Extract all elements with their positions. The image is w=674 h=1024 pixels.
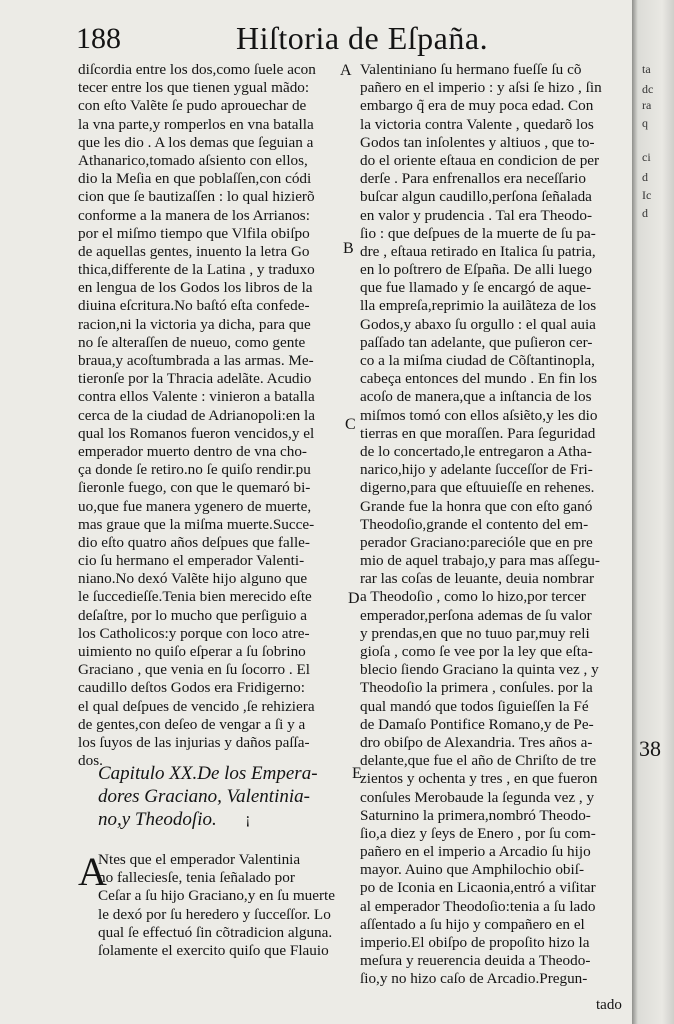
facing-fragment: Ic: [642, 188, 652, 202]
text-line: mayor. Auino que Amphilochio obiſ-: [360, 861, 584, 879]
facing-fragment: q: [642, 116, 648, 130]
text-line: miſmos tomó con ellos aſsiẽto,y les dio: [360, 406, 598, 424]
text-line: braua,y acoſtumbrada a las armas. Me-: [78, 352, 314, 369]
chapter-heading: [98, 762, 338, 831]
text-line: po de Iconia en Licaonia,entró a viſitar: [360, 879, 596, 897]
text-line: de gentes,con deſeo de vengar a ſi y a: [78, 715, 306, 733]
text-line: narico,hijo y adelante ſucceſſor de Fri-: [360, 461, 593, 479]
section-marker-c: C: [345, 416, 356, 433]
text-line: Saturnino la primera,nombró Theodo-: [360, 806, 591, 824]
text-line: diſcordia entre los dos,como ſuele acon: [78, 61, 316, 78]
running-title: Hiſtoria de Eſpaña.: [236, 20, 489, 56]
chapter-ornament: ¡: [245, 812, 251, 828]
text-line: que les dio . A los demas que ſeguian a: [78, 133, 314, 151]
page-number: 188: [76, 22, 121, 55]
text-line: deſaſtre, por lo mucho que perſiguio a: [78, 606, 308, 624]
text-line: digerno,para que eſtuuieſſe en rehenes.: [360, 479, 595, 497]
chapter-body: [98, 851, 342, 960]
text-line: Godos tan inſolentes y altiuos , que to-: [360, 133, 595, 151]
text-line: Ceſar a ſu hijo Graciano,y en ſu muerte: [98, 887, 336, 905]
margin-number: 38: [639, 736, 661, 761]
text-line: embargo q̃ era de muy poca edad. Con: [360, 97, 594, 115]
text-line: tieronſe por la Thracia adelãte. Acudio: [78, 370, 312, 388]
text-line: mio de aquel trabajo,y para mas aſſegu-: [360, 552, 600, 570]
text-line: do el oriente eſtaua en condicion de per: [360, 151, 600, 169]
text-line: thica,differente de la Latina , y traduxo: [78, 261, 315, 279]
text-line: dio eſto quatro años deſpues que falle-: [78, 533, 310, 551]
text-line: Ntes que el emperador Valentinia: [98, 851, 301, 868]
text-line: emperador muerto dentro de vna cho-: [78, 442, 307, 460]
text-line: diuina eſcritura.No baſtó eſta confede-: [78, 297, 310, 315]
text-line: no,y Theodoſio.: [98, 809, 217, 830]
text-line: los ſuyos de las injurias y daños paſſa-: [78, 733, 310, 751]
text-line: por el miſmo tiempo que Vlfila obiſpo: [78, 224, 310, 242]
text-line: dores Graciano, Valentinia-: [98, 786, 310, 807]
text-line: delante,que fue el año de Chriſto de tre: [360, 752, 597, 770]
text-line: el qual deſpues de vencido ,ſe rehiziera: [78, 697, 315, 715]
text-line: le ſuccedieſſe.Tenia bien merecido eſte: [78, 588, 312, 606]
text-line: mas graue que la miſma muerte.Succe-: [78, 515, 315, 533]
text-line: aſſentado a ſu hijo y compañero en el: [360, 915, 585, 933]
text-line: caudillo deſtos Godos era Fridigerno:: [78, 679, 305, 697]
text-line: Valentiniano ſu hermano fueſſe ſu cõ: [360, 61, 582, 78]
text-line: en valor y prudencia . Tal era Theodo-: [360, 206, 593, 224]
text-line: Theodoſio la primera , conſules. por la: [360, 679, 593, 697]
text-line: de aquellas gentes, inuento la letra Go: [78, 242, 310, 260]
facing-page-edge: [632, 0, 674, 1024]
text-line: ſieronle fuego, con que le quemaró bi-: [78, 479, 311, 497]
text-line: derſe . Para enfrenallos era neceſſario: [360, 170, 586, 188]
section-marker-b: B: [343, 240, 354, 257]
text-line: en lengua de los Godos los libros de la: [78, 279, 313, 297]
text-line: dro obiſpo de Alexandria. Tres años a-: [360, 733, 593, 751]
text-line: tecer entre los que tienen ygual mãdo:: [78, 79, 310, 97]
facing-fragment: ra: [642, 98, 652, 112]
text-line: co a la miſma ciudad de Cõſtantinopla,: [360, 352, 595, 369]
text-line: Athanarico,tomado aſsiento con ellos,: [78, 151, 308, 169]
text-line: al emperador Theodoſio:tenia a ſu lado: [360, 897, 596, 915]
text-line: ſio,y no hizo caſo de Arcadio.Pregun-: [360, 970, 588, 988]
text-line: conforme a la manera de los Arrianos:: [78, 206, 310, 224]
text-line: con eſto Valẽte ſe pudo aprouechar de: [78, 97, 307, 115]
text-line: cerca de la ciudad de Adrianopoli:en la: [78, 406, 315, 424]
section-marker-e: E: [352, 765, 362, 782]
text-line: de Damaſo Pontifice Romano,y de Pe-: [360, 715, 594, 733]
text-line: niano.No dexó Valẽte hijo alguno que: [78, 570, 308, 588]
text-line: pañero en el imperio : y aſsi ſe hizo , ſin: [360, 79, 602, 97]
text-line: rar las coſas de leuante, deuia nombrar: [360, 570, 595, 588]
text-line: buſcar algun caudillo,perſona ſeñalada: [360, 188, 592, 206]
text-line: ſolamente el exercito quiſo que Flauio: [98, 941, 329, 959]
text-line: paſſado tan adelante, que puſieron cer-: [360, 333, 593, 351]
text-line: ça donde ſe retiro.no ſe quiſo rendir.pu: [78, 461, 311, 479]
text-line: gioſa , como ſe vee por la ley que eſta-: [360, 643, 593, 660]
catchword: tado: [596, 997, 622, 1013]
text-line: la vna parte,y romperlos en vna batalla: [78, 115, 314, 133]
text-line: le dexó por ſu heredero y ſucceſſor. Lo: [98, 905, 331, 923]
section-marker-a: A: [340, 62, 352, 79]
text-line: Grande fue la honra que con eſto ganó: [360, 497, 593, 515]
text-line: cabeça entonces del mundo . En fin los: [360, 370, 598, 388]
text-line: ſio : que deſpues de la muerte de ſu pa-: [360, 224, 596, 242]
text-line: perador Graciano:parecióle que en pre: [360, 533, 593, 551]
text-line: emperador,perſona ademas de ſu valor: [360, 606, 592, 624]
section-marker-d: D: [348, 590, 360, 607]
text-line: la victoria contra Valente , quedarõ los: [360, 115, 594, 133]
text-line: qual los Romanos fueron vencidos,y el: [78, 424, 315, 442]
text-line: dre , eſtaua retirado en Italica ſu patria,: [360, 242, 596, 260]
text-line: zientos y ochenta y tres , en que fueron: [360, 770, 598, 788]
facing-fragment: d: [642, 170, 648, 184]
text-line: no ſe alteraſſen de nueuo, como gente: [78, 333, 306, 351]
text-line: cio ſu hermano el emperador Valenti-: [78, 552, 305, 570]
facing-fragment: dc: [642, 82, 654, 96]
text-line: y prendas,en que no tuuo par,muy reli: [360, 624, 590, 642]
text-line: pañero en el imperio a Arcadio ſu hijo: [360, 843, 591, 861]
text-line: Graciano , que venia en ſu ſocorro . El: [78, 661, 310, 679]
text-line: no falleciesſe, tenia ſeñalado por: [98, 869, 295, 887]
text-line: de lo concertado,le entregaron a Atha-: [360, 442, 592, 460]
text-line: uo,que fue manera ygenero de muerte,: [78, 497, 312, 515]
text-line: blecio ſiendo Graciano la quinta vez , y: [360, 661, 599, 679]
text-line: racion,ni la victoria ya dicha, para que: [78, 315, 311, 333]
text-line: lla empreſa,reprimio la auilãteza de los: [360, 297, 597, 315]
text-line: cion que ſe bautizaſſen : lo qual hizierõ: [78, 188, 315, 206]
text-line: contra ellos Valente : vinieron a batalla: [78, 388, 315, 406]
text-line: dio la Meſia en que poblaſſen,con códi: [78, 170, 312, 188]
facing-fragment: ci: [642, 150, 651, 164]
text-line: qual ſe effectuó ſin cõtradicion alguna.: [98, 923, 333, 941]
text-line: a Theodoſio , como lo hizo,por tercer: [360, 588, 586, 606]
text-line: los Catholicos:y porque con loco atre-: [78, 624, 310, 642]
right-column: [360, 61, 630, 989]
text-line: en lo poſtrero de Eſpaña. De alli luego: [360, 261, 592, 279]
left-column: [78, 61, 340, 770]
text-line: que fue llamado y ſe encargó de aque-: [360, 279, 592, 297]
text-line: qual mandó que todos ſiguieſſen la Fé: [360, 697, 589, 715]
text-line: dos.: [78, 752, 103, 770]
text-line: ſio,a diez y ſeys de Enero , por ſu com-: [360, 824, 596, 842]
text-line: conſules Merobaude la ſegunda vez , y: [360, 788, 595, 806]
text-line: tierras en que moraſſen. Para ſeguridad: [360, 424, 596, 442]
text-line: imperio.El obiſpo de propoſito hizo la: [360, 934, 590, 951]
text-line: Theodoſio,grande el contento del em-: [360, 515, 589, 533]
text-line: Godos,y abaxo ſu orgullo : el qual auia: [360, 315, 596, 333]
facing-fragment: ta: [642, 62, 651, 76]
facing-fragment: d: [642, 206, 648, 220]
text-line: Capitulo XX.De los Empera-: [98, 763, 318, 784]
text-line: acoſo de manera,que a inſtancia de los: [360, 388, 592, 406]
text-line: meſura y reuerencia deuida a Theodo-: [360, 952, 591, 970]
text-line: uimiento no quiſo eſperar a ſu ſobrino: [78, 643, 306, 660]
drop-cap: A: [78, 849, 107, 894]
